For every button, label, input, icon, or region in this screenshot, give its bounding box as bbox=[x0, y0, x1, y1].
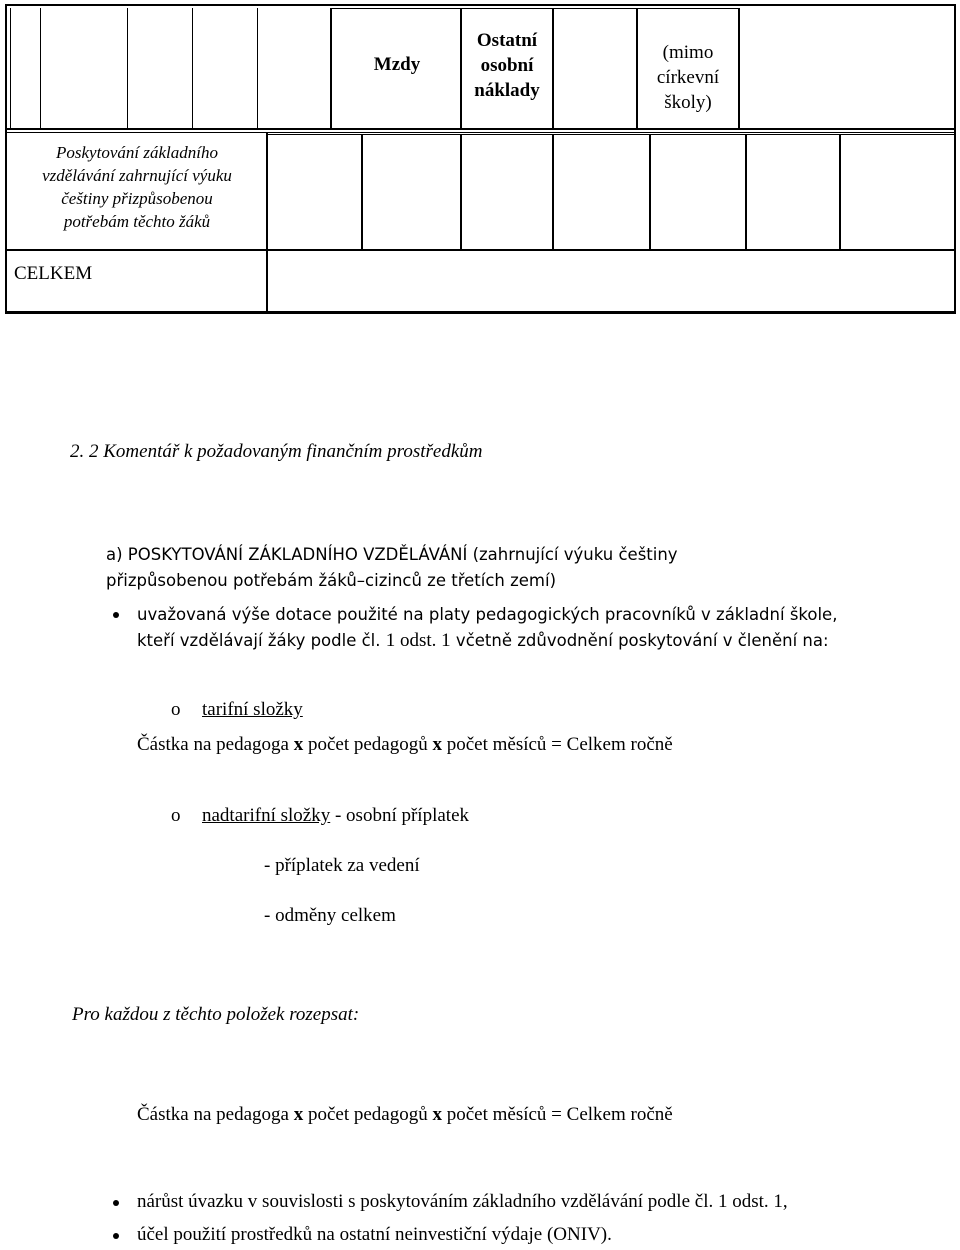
sub-marker-o: o bbox=[171, 805, 181, 826]
section-title: 2. 2 Komentář k požadovaným finančním prostředkům bbox=[70, 441, 483, 462]
table-border-top bbox=[5, 4, 955, 6]
header-mimo-cirkevni-skoly: (mimo církevní školy) bbox=[656, 42, 720, 113]
sub-marker-o: o bbox=[171, 699, 181, 720]
bullet-icon bbox=[113, 1200, 119, 1206]
bullet-ucel-pouziti: účel použití prostředků na ostatní neinvestiční výdaje (ONIV). bbox=[137, 1224, 612, 1245]
row-label-zakladni-vzdelavani: Poskytování základního vzdělávání zahrnující výuku češtiny přizpůsobenou potřebám těchto žáků bbox=[42, 143, 232, 231]
formula-line-1: Částka na pedagoga x počet pedagogů x počet měsíců = Celkem ročně bbox=[137, 734, 673, 755]
table-border-bottom bbox=[5, 311, 955, 314]
formula-line-2: Částka na pedagoga x počet pedagogů x počet měsíců = Celkem ročně bbox=[137, 1104, 673, 1125]
row-label-celkem: CELKEM bbox=[14, 263, 93, 284]
header-ostatni-osobni-naklady: Ostatní osobní náklady bbox=[474, 30, 540, 101]
bullet-dotace-text: uvažovaná výše dotace použité na platy pedagogických pracovníků v základní škole, kteří vzdělávají žáky podle čl. 1 odst. 1 včetně zdůvodnění poskytování v členění na: bbox=[137, 605, 838, 651]
odmeny-celkem: - odměny celkem bbox=[264, 905, 396, 926]
bullet-narust-uvazku: nárůst úvazku v souvislosti s poskytováním základního vzdělávání podle čl. 1 odst. 1, bbox=[137, 1191, 788, 1212]
table-border-right bbox=[954, 4, 956, 314]
bullet-icon bbox=[113, 612, 119, 618]
header-mzdy: Mzdy bbox=[373, 54, 421, 75]
bullet-icon bbox=[113, 1233, 119, 1239]
nadtarifni-slozky-label: nadtarifní složky - osobní příplatek bbox=[202, 805, 469, 826]
table-border-left bbox=[5, 4, 7, 314]
tarifni-slozky-label: tarifní složky bbox=[202, 699, 303, 720]
instruction-text: Pro každou z těchto položek rozepsat: bbox=[72, 1004, 360, 1025]
subsection-heading: a) POSKYTOVÁNÍ ZÁKLADNÍHO VZDĚLÁVÁNÍ (zahrnující výuku češtiny přizpůsobenou potřebám žáků–cizinců ze třetích zemí) bbox=[106, 545, 678, 590]
priplatek-za-vedeni: - příplatek za vedení bbox=[264, 855, 420, 876]
